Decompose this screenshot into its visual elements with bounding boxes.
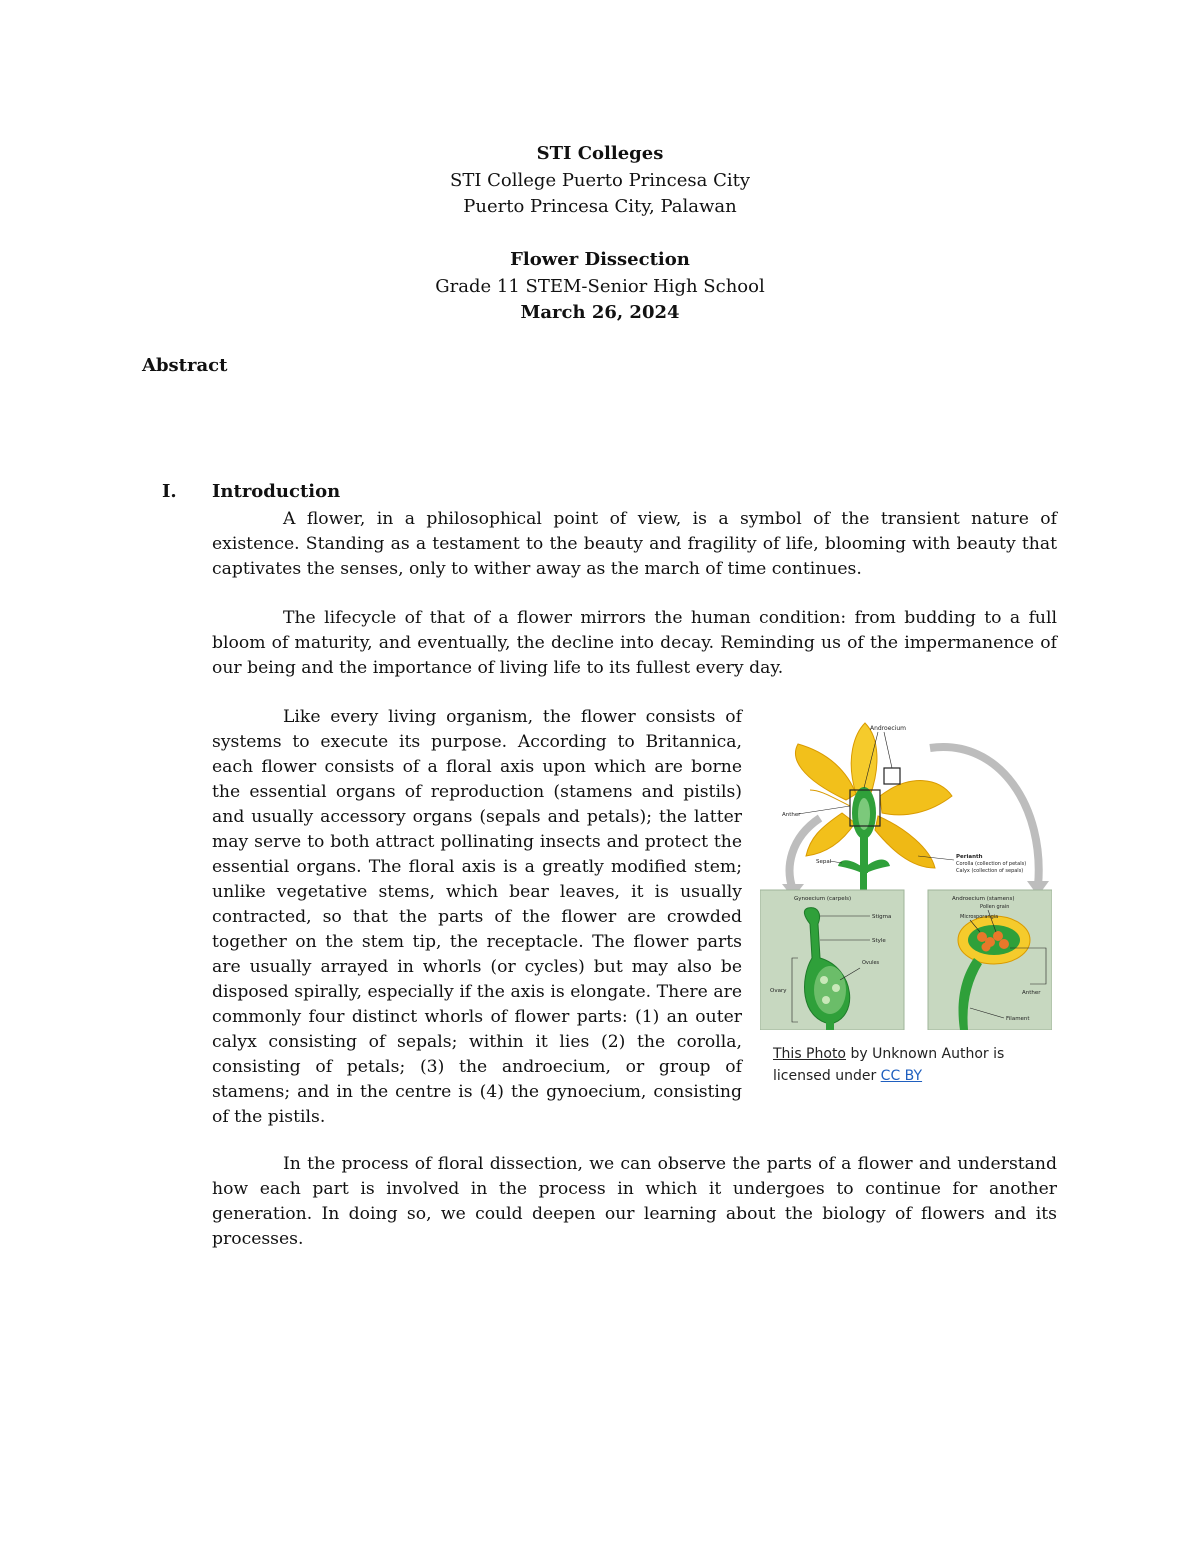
section-title: Introduction [212,481,341,502]
section-heading [162,481,340,502]
figure-label: Gynoecium (carpels) [794,896,852,902]
document-title: Flower Dissection [510,249,690,270]
paragraph: In the process of floral dissection, we can observe the parts of a flower and understand how each part is involved in the process in which it undergoes to continue for another generation. In doing so, we could deepen our learning about the biology of flowers and its processes. [212,1154,1057,1249]
figure-caption [773,1043,1043,1087]
caption-text: by Unknown Author is licensed under [773,1046,1005,1084]
figure-label: Microsporangia [960,914,999,920]
figure-label: Corolla (collection of petals) [956,861,1027,867]
figure-label: Perianth [956,854,983,860]
figure-label: Style [872,938,886,944]
figure-label: Androecium (stamens) [952,896,1015,902]
paragraph: A flower, in a philosophical point of view, is a symbol of the transient nature of existence. Standing as a testament to the beauty and fragility of life, blooming with beauty that captivates the senses, only to wither away as the march of time continues. [212,509,1057,579]
figure-label: Sepal [816,859,832,865]
campus-name: STI College Puerto Princesa City [449,169,750,191]
flower-anatomy-figure [760,718,1052,1030]
photo-link[interactable]: This Photo [773,1046,846,1062]
figure-label: Androecium [870,725,907,732]
figure-label: Anther [782,812,801,818]
grade-level: Grade 11 STEM-Senior High School [435,275,765,297]
figure-label: Calyx (collection of sepals) [956,868,1024,874]
figure-label: Filament [1006,1016,1030,1022]
section-number: I. [162,481,177,502]
document-date: March 26, 2024 [520,302,680,323]
figure-label: Stigma [872,914,892,920]
institution-name: STI Colleges [536,143,664,164]
license-link[interactable]: CC BY [880,1068,923,1084]
location: Puerto Princesa City, Palawan [463,196,737,217]
paragraph: The lifecycle of that of a flower mirrors the human condition: from budding to a full bloom of maturity, and eventually, the decline into decay. Reminding us of the impermanence of our being and the importance of living life to its fullest every day. [212,608,1057,678]
figure-label: Anther [1022,990,1041,996]
figure-label: Pollen grain [980,904,1010,910]
paragraph: Like every living organism, the flower consists of systems to execute its purpose. According to Britannica, each flower consists of a floral axis upon which are borne the essential organs of reproduction (stamens and pistils) and usually accessory organs (sepals and petals); the latter may serve to both attract pollinating insects and protect the essential organs. The floral axis is a greatly modified stem; unlike vegetative stems, which bear leaves, it is usually contracted, so that the parts of the flower are crowded together on the stem tip, the receptacle. The flower parts are usually arrayed in whorls (or cycles) but may also be disposed spirally, especially if the axis is elongate. There are commonly four distinct whorls of flower parts: (1) an outer calyx consisting of sepals; within it lies (2) the corolla, consisting of petals; (3) the androecium, or group of stamens; and in the centre is (4) the gynoecium, consisting of the pistils. [212,707,742,1127]
abstract-heading: Abstract [142,355,228,376]
figure-label: Ovules [862,960,880,966]
document-header [0,141,1200,327]
figure-label: Ovary [770,988,787,994]
